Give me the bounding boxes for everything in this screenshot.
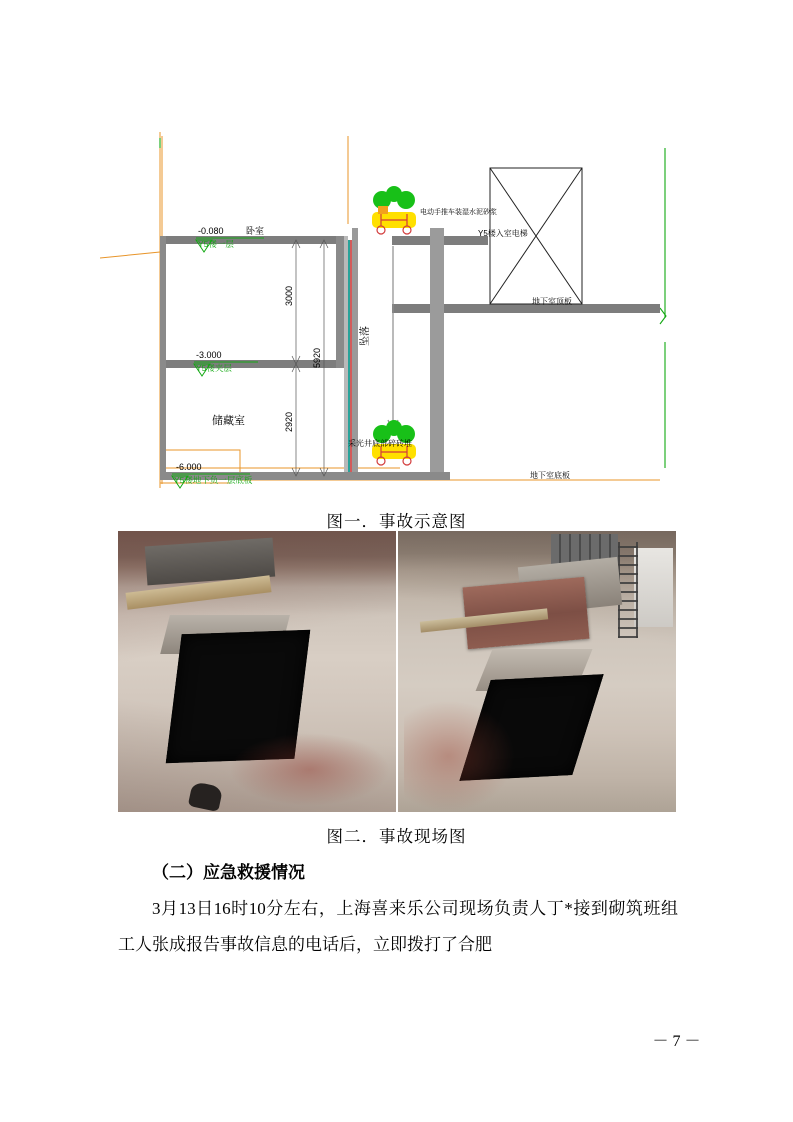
label-basement-floor: 地下室底板 (530, 471, 570, 480)
photo-shoe (188, 781, 223, 812)
label-storage-room: 储藏室 (212, 415, 245, 427)
label-level-3-note: Y5楼地下负一层底板 (174, 475, 253, 485)
site-photo-right (398, 531, 676, 812)
page-number: － 7 － (652, 1033, 701, 1050)
figure-accident-diagram (100, 128, 700, 508)
figure1-caption: 图一．事故示意图 (326, 512, 467, 531)
accident-section-drawing (100, 128, 700, 508)
section-heading: （二）应急救援情况 (152, 863, 305, 882)
body-text (118, 855, 678, 963)
label-top-note: 电动手推车装湿水泥砂浆 (420, 209, 497, 216)
label-basement-roof: 地下室顶板 (532, 297, 572, 306)
label-fall: 坠落 (360, 326, 371, 346)
photo-panel (634, 548, 673, 627)
body-paragraph: 3月13日16时10分左右，上海喜来乐公司现场负责人丁*接到砌筑班组工人张成报告事故信息的电话后，立即拨打了合肥 (118, 899, 678, 954)
site-photo-left (118, 531, 396, 812)
label-level-1-note: Y5楼一层 (198, 239, 234, 249)
label-room-1: 卧室 (246, 226, 265, 236)
label-level-2: -3.000 (196, 350, 222, 360)
photo-floor-stain (229, 733, 390, 806)
label-elevator: Y5楼入室电梯 (478, 229, 528, 238)
label-dim-5920: 5920 (312, 347, 322, 368)
label-level-2-note: Y5楼夹层 (196, 363, 232, 373)
figure-site-photos (118, 531, 676, 812)
label-level-3: -6.000 (176, 462, 202, 472)
label-bottom-note: 采光井底部碎砖堆 (348, 439, 412, 448)
label-dim-3000: 3000 (284, 285, 294, 306)
label-level-1: -0.080 (198, 226, 224, 236)
figure2-caption: 图二．事故现场图 (326, 827, 467, 846)
photo-floor-stain (404, 700, 515, 812)
label-dim-2920: 2920 (284, 411, 294, 432)
